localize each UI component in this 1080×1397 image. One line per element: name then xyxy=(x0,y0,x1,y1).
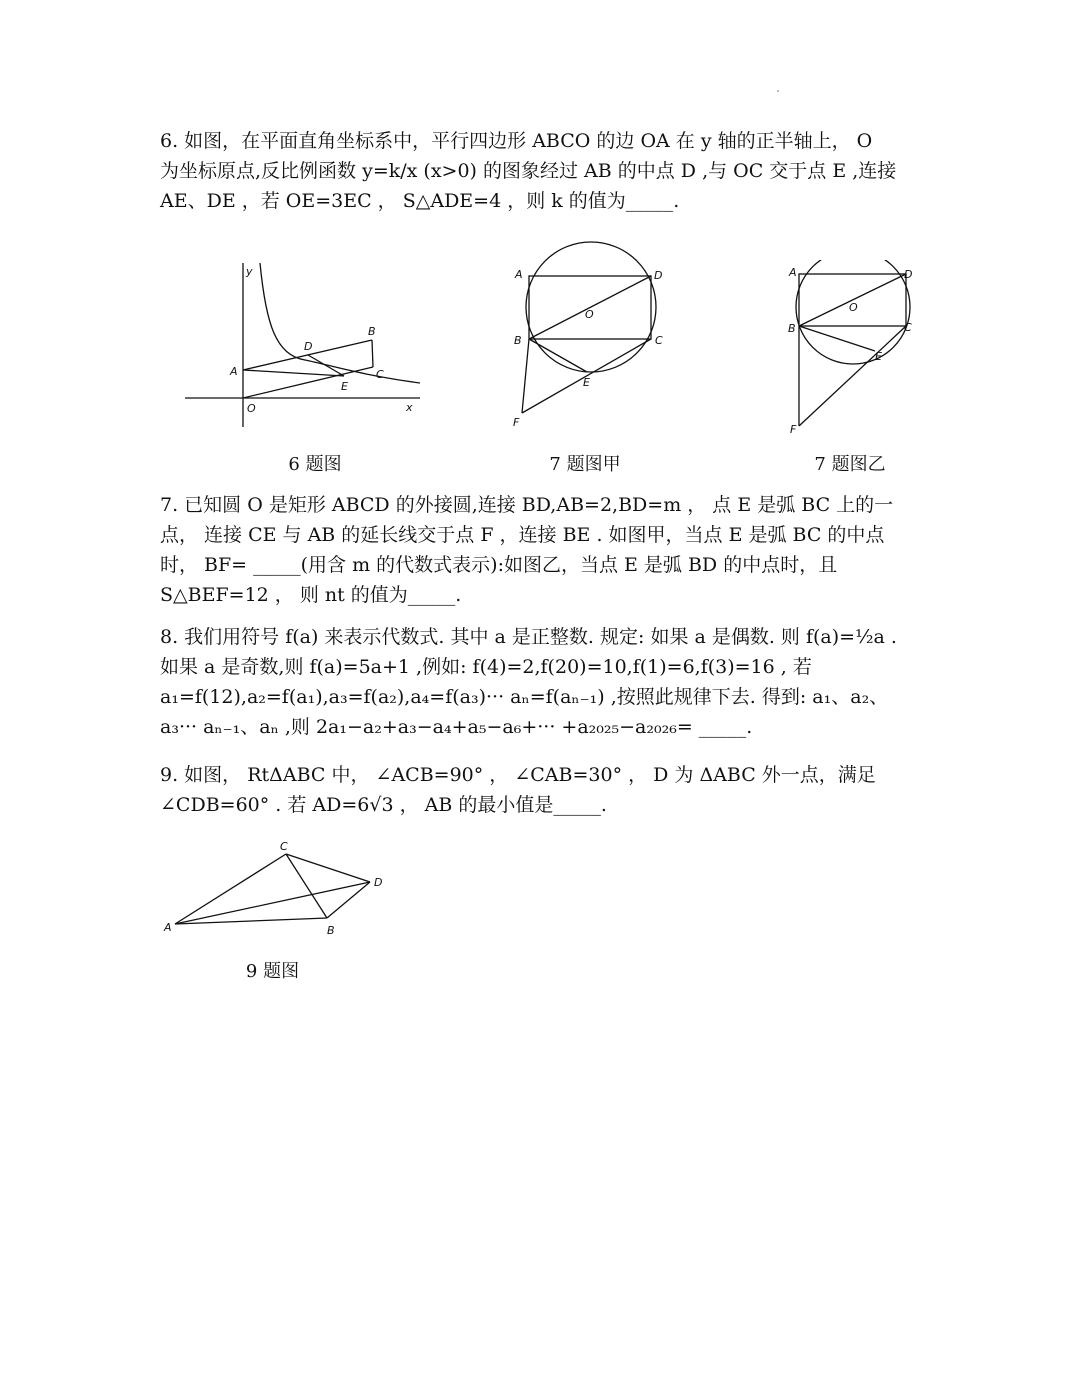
question-8 xyxy=(160,622,920,742)
q9-line-2: ∠CDB=60° . 若 AD=6√3 ， AB 的最小值是_____. xyxy=(160,794,607,816)
fig7a-label-F: F xyxy=(513,416,520,429)
q6-line-1: 6. 如图，在平面直角坐标系中，平行四边形 ABCO 的边 OA 在 y 轴的正半轴上， O xyxy=(160,130,873,152)
segment-CD xyxy=(286,854,370,882)
fig7a-label-E: E xyxy=(583,376,590,389)
fig7a-label-C: C xyxy=(655,334,663,347)
fig9-label-A: A xyxy=(164,921,172,934)
segment-BE xyxy=(529,339,587,372)
fig6-label-B: B xyxy=(368,325,376,338)
segment-AE xyxy=(243,370,344,376)
fig6-label-y: y xyxy=(246,265,253,278)
fig7a-label-O: O xyxy=(585,308,594,321)
q7-line-1: 7. 已知圆 O 是矩形 ABCD 的外接圆,连接 BD,AB=2,BD=m ， 点 E 是弧 BC 上的一 xyxy=(160,494,894,516)
fig6-label-O: O xyxy=(247,402,256,415)
fig9-label-C: C xyxy=(280,840,288,853)
fig7a-label-A: A xyxy=(515,268,523,281)
segment-BD xyxy=(799,274,906,326)
q8-line-2: 如果 a 是奇数,则 f(a)=5a+1 ,例如: f(4)=2,f(20)=10,f(1)=6,f(3)=16 , 若 xyxy=(160,656,812,678)
fig6-label-A: A xyxy=(230,365,238,378)
q8-line-3: a₁=f(12),a₂=f(a₁),a₃=f(a₂),a₄=f(a₃)··· aₙ=f(aₙ₋₁) ,按照此规律下去. 得到: a₁、a₂、 xyxy=(160,686,889,708)
fig7b-label-F: F xyxy=(790,423,797,435)
q6-line-2: 为坐标原点,反比例函数 y=k/x (x>0) 的图象经过 AB 的中点 D ,与 OC 交于点 E ,连接 xyxy=(160,160,897,182)
figure-7-yi xyxy=(785,260,920,435)
segment-BC xyxy=(372,340,373,367)
q7-line-3: 时， BF= _____(用含 m 的代数式表示):如图乙，当点 E 是弧 BD 的中点时，且 xyxy=(160,554,838,576)
segment-CF xyxy=(799,326,906,426)
q7-line-4: S△BEF=12 ， 则 nt 的值为_____. xyxy=(160,584,462,606)
figure-7-jia xyxy=(505,240,680,435)
fig6-label-x: x xyxy=(406,401,413,414)
question-9 xyxy=(160,760,920,820)
speck-mark xyxy=(777,90,779,92)
segment-AC xyxy=(175,854,286,924)
q9-line-1: 9. 如图， RtΔABC 中， ∠ACB=90° ， ∠CAB=30° ， D 为 ΔABC 外一点，满足 xyxy=(160,764,876,786)
fig9-label-D: D xyxy=(374,876,383,889)
q8-line-1: 8. 我们用符号 f(a) 来表示代数式. 其中 a 是正整数. 规定: 如果 a 是偶数. 则 f(a)=½a . xyxy=(160,626,897,648)
segment-CB xyxy=(286,854,327,918)
q7-line-2: 点， 连接 CE 与 AB 的延长线交于点 F ，连接 BE . 如图甲，当点 E 是弧 BC 的中点 xyxy=(160,524,885,546)
figure-9 xyxy=(160,835,395,940)
fig7b-label-O: O xyxy=(849,301,858,314)
q6-line-3: AE、DE ，若 OE=3EC ， S△ADE=4 ，则 k 的值为_____. xyxy=(160,190,680,212)
q8-line-4: a₃··· aₙ₋₁、aₙ ,则 2a₁−a₂+a₃−a₄+a₅−a₆+··· +a₂₀₂₅−a₂₀₂₆= _____. xyxy=(160,716,753,738)
fig6-label-C: C xyxy=(376,368,384,381)
question-6 xyxy=(160,126,920,216)
hyperbola-curve xyxy=(260,263,420,383)
fig6-label-D: D xyxy=(304,340,313,353)
question-7 xyxy=(160,490,920,610)
segment-BE xyxy=(799,326,875,351)
fig7b-label-B: B xyxy=(788,322,796,335)
segment-BF xyxy=(522,339,529,413)
segment-BD xyxy=(327,882,370,918)
segment-AD xyxy=(175,882,370,924)
fig7b-label-A: A xyxy=(789,266,797,279)
fig7b-label-E: E xyxy=(875,350,882,363)
fig6-label-E: E xyxy=(341,380,348,393)
caption-fig7-jia: 7 题图甲 xyxy=(549,454,621,475)
fig9-label-B: B xyxy=(327,924,335,937)
caption-fig6: 6 题图 xyxy=(288,454,342,475)
fig7b-label-C: C xyxy=(904,321,912,334)
caption-fig9: 9 题图 xyxy=(245,961,300,982)
figure-6 xyxy=(180,255,430,430)
fig7a-label-B: B xyxy=(514,334,522,347)
caption-fig7-yi: 7 题图乙 xyxy=(814,454,886,475)
fig7a-label-D: D xyxy=(654,269,663,282)
fig7b-label-D: D xyxy=(904,268,913,281)
segment-DE xyxy=(308,355,344,376)
